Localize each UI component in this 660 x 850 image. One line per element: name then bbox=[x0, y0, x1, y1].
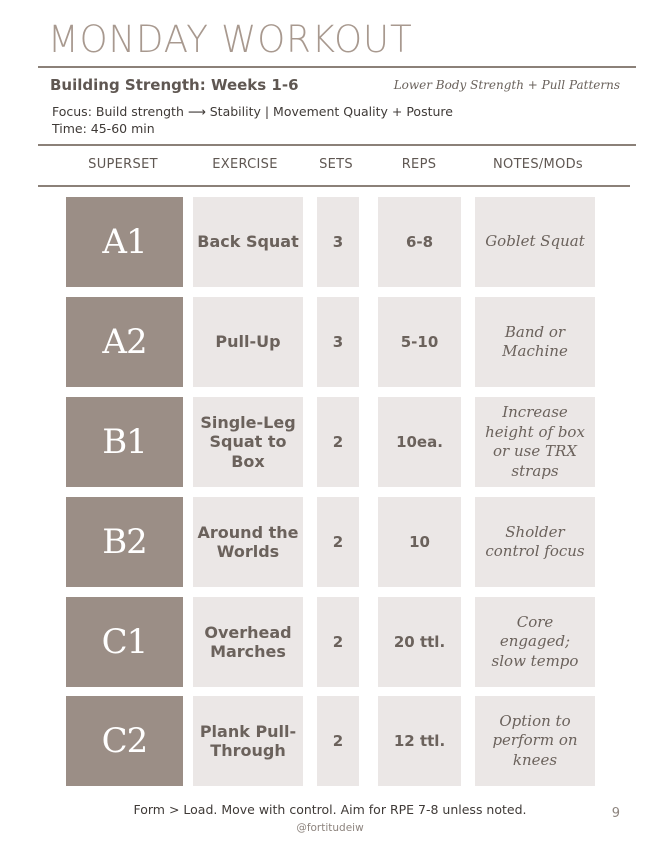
table-header bbox=[0, 157, 660, 177]
table-row bbox=[0, 297, 660, 387]
notes-cell: Core engaged; slow tempo bbox=[475, 597, 595, 687]
reps-cell: 20 ttl. bbox=[378, 597, 461, 687]
social-handle: @fortitudeiw bbox=[296, 822, 364, 834]
header-notes: NOTES/MODs bbox=[493, 157, 583, 172]
exercise-cell: Overhead Marches bbox=[193, 597, 303, 687]
focus-line: Focus: Build strength ⟶ Stability | Movement Quality + Posture bbox=[52, 104, 453, 119]
superset-cell: A2 bbox=[66, 297, 183, 387]
header-divider-bottom bbox=[38, 185, 630, 187]
notes-cell: Goblet Squat bbox=[475, 197, 595, 287]
reps-cell: 12 ttl. bbox=[378, 696, 461, 786]
notes-cell: Option to perform on knees bbox=[475, 696, 595, 786]
program-subtitle: Building Strength: Weeks 1-6 bbox=[50, 76, 299, 94]
exercise-cell: Single-Leg Squat to Box bbox=[193, 397, 303, 487]
sets-cell: 3 bbox=[317, 297, 359, 387]
notes-cell: Sholder control focus bbox=[475, 497, 595, 587]
header-superset: SUPERSET bbox=[88, 157, 158, 172]
header-exercise: EXERCISE bbox=[212, 157, 278, 172]
sets-cell: 2 bbox=[317, 597, 359, 687]
exercise-cell: Pull-Up bbox=[193, 297, 303, 387]
time-line: Time: 45-60 min bbox=[52, 121, 155, 136]
header-divider-top bbox=[38, 144, 636, 146]
exercise-cell: Around the Worlds bbox=[193, 497, 303, 587]
superset-cell: A1 bbox=[66, 197, 183, 287]
header-sets: SETS bbox=[319, 157, 353, 172]
table-row bbox=[0, 696, 660, 786]
notes-cell: Band or Machine bbox=[475, 297, 595, 387]
sets-cell: 2 bbox=[317, 696, 359, 786]
exercise-cell: Plank Pull-Through bbox=[193, 696, 303, 786]
notes-cell: Increase height of box or use TRX straps bbox=[475, 397, 595, 487]
reps-cell: 10ea. bbox=[378, 397, 461, 487]
table-row bbox=[0, 497, 660, 587]
reps-cell: 5-10 bbox=[378, 297, 461, 387]
reps-cell: 6-8 bbox=[378, 197, 461, 287]
session-tagline: Lower Body Strength + Pull Patterns bbox=[393, 78, 620, 92]
table-row bbox=[0, 597, 660, 687]
title-underline bbox=[38, 66, 636, 68]
table-row bbox=[0, 397, 660, 487]
superset-cell: C1 bbox=[66, 597, 183, 687]
superset-cell: C2 bbox=[66, 696, 183, 786]
footer-note: Form > Load. Move with control. Aim for RPE 7-8 unless noted. bbox=[133, 802, 527, 817]
sets-cell: 2 bbox=[317, 497, 359, 587]
exercise-cell: Back Squat bbox=[193, 197, 303, 287]
sets-cell: 2 bbox=[317, 397, 359, 487]
table-row bbox=[0, 197, 660, 287]
header-reps: REPS bbox=[401, 157, 437, 172]
superset-cell: B1 bbox=[66, 397, 183, 487]
page-number: 9 bbox=[611, 806, 620, 821]
sets-cell: 3 bbox=[317, 197, 359, 287]
superset-cell: B2 bbox=[66, 497, 183, 587]
page-title: MONDAY WORKOUT bbox=[48, 18, 413, 61]
reps-cell: 10 bbox=[378, 497, 461, 587]
